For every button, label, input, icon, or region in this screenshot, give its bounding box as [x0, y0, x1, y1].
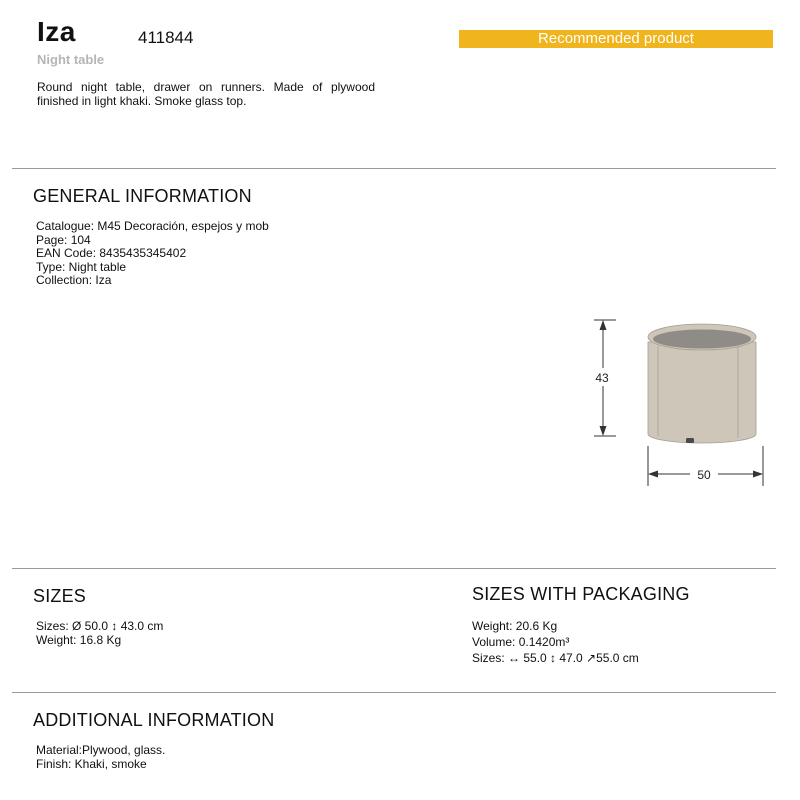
- width-arrow-left-icon: [648, 471, 658, 478]
- height-arrow-down-icon: [600, 426, 607, 436]
- general-info-catalogue: Catalogue: M45 Decoración, espejos y mob: [36, 219, 269, 233]
- table-body: [648, 342, 756, 443]
- product-reference: 411844: [138, 28, 194, 47]
- packaging-sizes-heading: SIZES WITH PACKAGING: [472, 584, 690, 604]
- sizes-weight: Weight: 16.8 Kg: [36, 632, 122, 647]
- packaging-sizes-list: [472, 618, 639, 666]
- smoke-glass-top: [653, 330, 751, 349]
- additional-info-heading: ADDITIONAL INFORMATION: [33, 710, 275, 730]
- recommended-badge: Recommended product: [459, 30, 773, 48]
- height-label: 43: [595, 371, 609, 385]
- product-description: Round night table, drawer on runners. Made of plywood finished in light khaki. Smoke glass top.: [37, 80, 375, 108]
- table-caster: [686, 438, 694, 443]
- general-info-heading: GENERAL INFORMATION: [33, 186, 252, 206]
- product-dimension-drawing: [588, 306, 778, 496]
- packaging-volume: Volume: 0.1420m³: [472, 635, 570, 649]
- general-info-collection: Collection: Iza: [36, 273, 112, 287]
- divider-bottom: [12, 692, 776, 693]
- product-subtitle: Night table: [37, 52, 105, 67]
- general-info-type: Type: Night table: [36, 259, 127, 274]
- additional-info-finish: Finish: Khaki, smoke: [36, 756, 147, 771]
- width-arrow-right-icon: [753, 471, 763, 478]
- height-arrow-up-icon: [600, 320, 607, 330]
- sizes-list: [36, 620, 163, 647]
- sizes-heading: SIZES: [33, 586, 87, 606]
- additional-info-list: [36, 744, 165, 771]
- packaging-dimensions: Sizes: ↔ 55.0 ↕ 47.0 ↗55.0 cm: [472, 651, 639, 665]
- general-info-page: Page: 104: [36, 232, 91, 247]
- width-label: 50: [697, 468, 711, 482]
- divider-top: [12, 168, 776, 169]
- sizes-dimensions: Sizes: Ø 50.0 ↕ 43.0 cm: [36, 619, 164, 633]
- packaging-weight: Weight: 20.6 Kg: [472, 619, 558, 633]
- general-info-list: [36, 220, 269, 288]
- product-title: Iza: [37, 16, 76, 47]
- general-info-ean: EAN Code: 8435435345402: [36, 246, 187, 260]
- additional-info-material: Material:Plywood, glass.: [36, 743, 166, 757]
- divider-middle: [12, 568, 776, 569]
